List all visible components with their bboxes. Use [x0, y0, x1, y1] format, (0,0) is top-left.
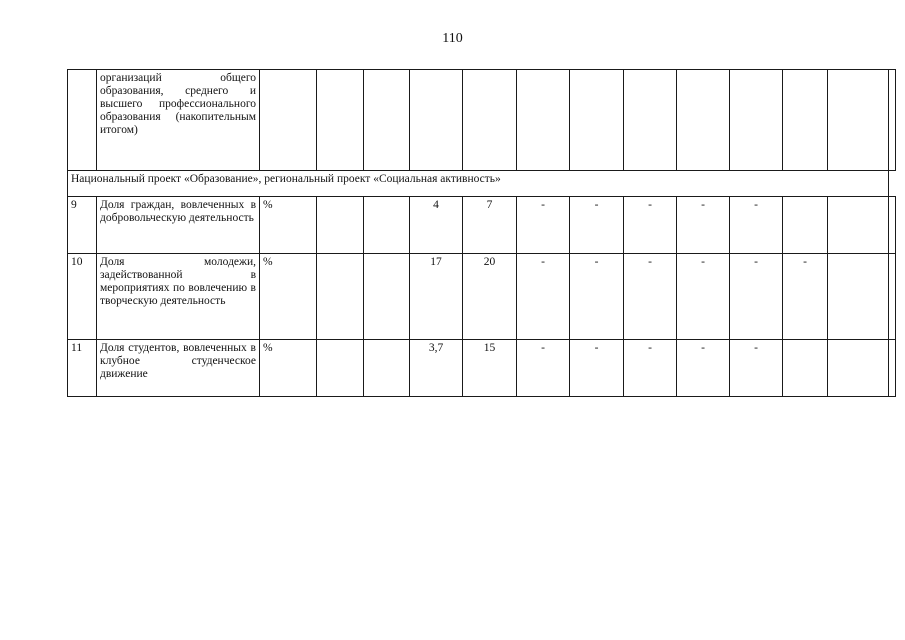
value-cell: -	[624, 197, 677, 254]
value-cell	[570, 70, 624, 171]
value-cell	[364, 70, 410, 171]
section-row	[68, 171, 896, 197]
value-cell	[783, 340, 828, 397]
value-cell: 20	[463, 254, 517, 340]
value-cell	[364, 254, 410, 340]
value-cell	[889, 340, 896, 397]
value-cell: -	[730, 197, 783, 254]
value-cell	[624, 70, 677, 171]
row-number: 9	[68, 197, 97, 254]
table-row	[68, 254, 896, 340]
section-title: Национальный проект «Образование», региональный проект «Социальная активность»	[68, 171, 889, 197]
value-cell: 17	[410, 254, 463, 340]
row-number: 11	[68, 340, 97, 397]
value-cell: -	[570, 340, 624, 397]
indicator-name: Доля студентов, вовлеченных в клубное студенческое движение	[97, 340, 260, 397]
value-cell	[783, 197, 828, 254]
value-cell: -	[517, 197, 570, 254]
value-cell: -	[783, 254, 828, 340]
value-cell: -	[570, 197, 624, 254]
value-cell	[677, 70, 730, 171]
value-cell	[730, 70, 783, 171]
value-cell	[317, 197, 364, 254]
value-cell: -	[517, 254, 570, 340]
value-cell	[364, 197, 410, 254]
indicators-table	[67, 69, 896, 397]
indicator-unit: %	[260, 197, 317, 254]
value-cell: 4	[410, 197, 463, 254]
value-cell: -	[570, 254, 624, 340]
value-cell: 15	[463, 340, 517, 397]
value-cell	[828, 254, 889, 340]
value-cell: -	[730, 340, 783, 397]
table-row	[68, 70, 896, 171]
value-cell	[317, 254, 364, 340]
value-cell	[317, 70, 364, 171]
value-cell	[410, 70, 463, 171]
table-body	[68, 70, 896, 397]
value-cell	[889, 254, 896, 340]
indicator-unit: %	[260, 340, 317, 397]
value-cell	[889, 197, 896, 254]
value-cell	[828, 340, 889, 397]
value-cell	[317, 340, 364, 397]
row-number	[68, 70, 97, 171]
value-cell: -	[677, 340, 730, 397]
value-cell: -	[624, 254, 677, 340]
value-cell: -	[677, 197, 730, 254]
value-cell	[828, 197, 889, 254]
value-cell: -	[730, 254, 783, 340]
value-cell	[364, 340, 410, 397]
table-row	[68, 197, 896, 254]
value-cell: 3,7	[410, 340, 463, 397]
value-cell: -	[624, 340, 677, 397]
value-cell: -	[677, 254, 730, 340]
table-row	[68, 340, 896, 397]
value-cell: -	[517, 340, 570, 397]
indicator-name: Доля молодежи, задействованной в мероприятиях по вовлечению в творческую деятельность	[97, 254, 260, 340]
indicator-name: Доля граждан, вовлеченных в добровольческую деятельность	[97, 197, 260, 254]
value-cell	[828, 70, 889, 171]
value-cell	[783, 70, 828, 171]
value-cell	[517, 70, 570, 171]
indicator-unit	[260, 70, 317, 171]
value-cell: 7	[463, 197, 517, 254]
indicator-name: организаций общего образования, среднего и высшего профессионального образования (накопительным итогом)	[97, 70, 260, 171]
row-number: 10	[68, 254, 97, 340]
page-number: 110	[442, 31, 463, 46]
indicator-unit: %	[260, 254, 317, 340]
value-cell	[889, 70, 896, 171]
value-cell	[463, 70, 517, 171]
